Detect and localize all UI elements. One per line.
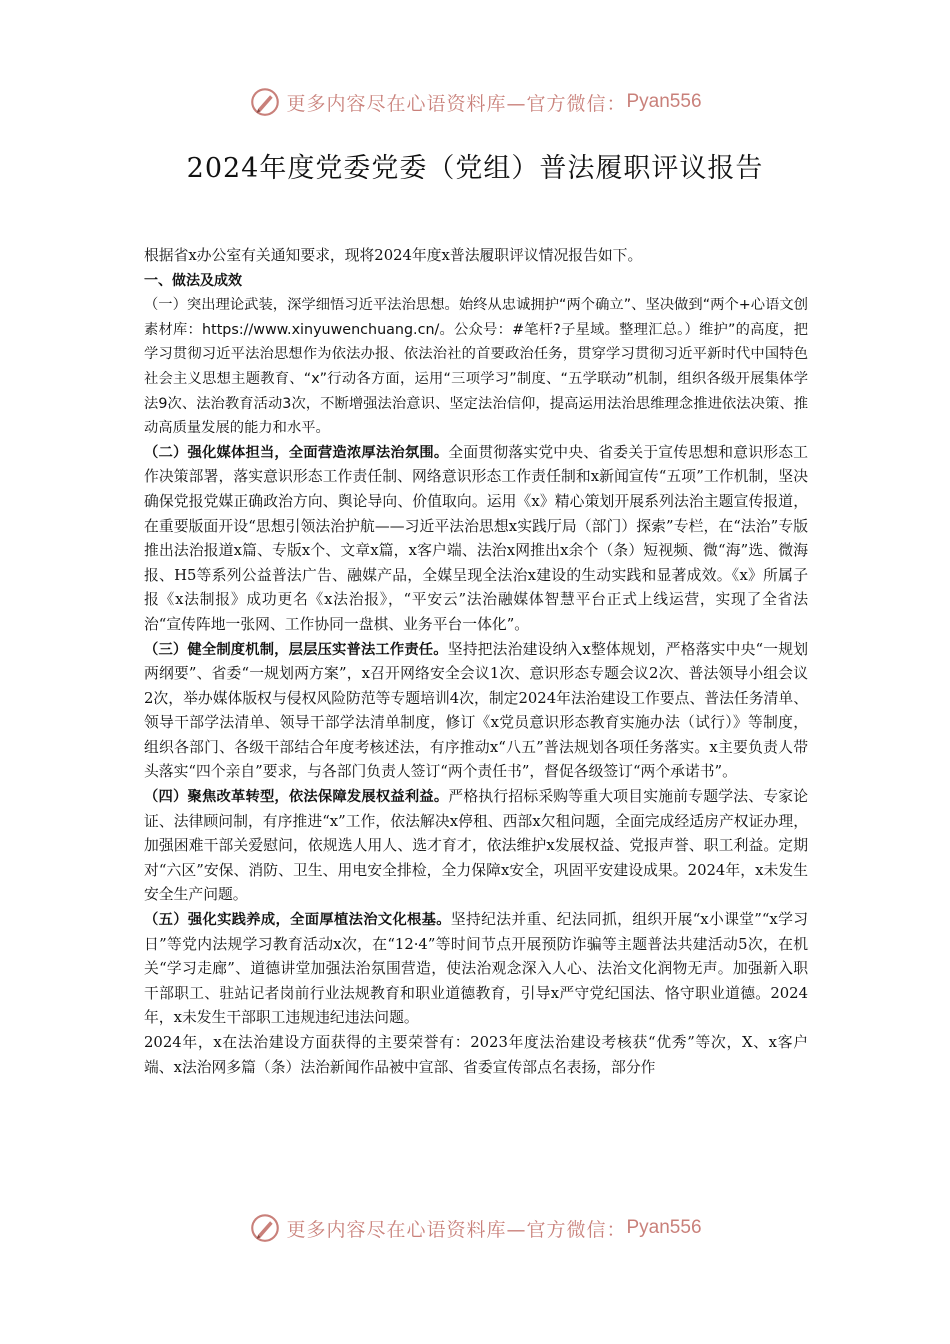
paragraph-5 bbox=[144, 908, 808, 1031]
paragraph-2-body: 全面贯彻落实党中央、省委关于宣传思想和意识形态工作决策部署，落实意识形态工作责任制、网络意识形态工作责任制和x新闻宣传“五项”工作机制，坚决确保党报党媒正确政治方向、舆论导向、价值取向。运用《x》精心策划开展系列法治主题宣传报道，在重要版面开设“思想引领法治护航——习近平法治思想x实践厅局（部门）探索”专栏，在“法治”专版推出法治报道x篇、专版x个、文章x篇，x客户端、法治x网推出x余个（条）短视频、微“海”选、微海报、H5等系列公益普法广告、融媒产品，全媒呈现全法治x建设的生动实践和显著成效。《x》所属子报《x法制报》成功更名《x法治报》，“平安云”法治融媒体智慧平台正式上线运营，实现了全省法治“宣传阵地一张网、工作协同一盘棋、业务平台一体化”。 bbox=[144, 443, 808, 633]
brand-logo-icon bbox=[248, 1211, 282, 1245]
document-title: 2024年度党委党委（党组）普法履职评议报告 bbox=[186, 153, 764, 184]
paragraph-6: 2024年，x在法治建设方面获得的主要荣誉有：2023年度法治建设考核获“优秀”等次，X、x客户端、x法治网多篇（条）法治新闻作品被中宣部、省委宣传部点名表扬，部分作 bbox=[144, 1034, 808, 1076]
paragraph-4-lead: （四）聚焦改革转型，依法保障发展权益利益。 bbox=[144, 789, 449, 806]
paragraph-3 bbox=[144, 638, 808, 786]
header-watermark-banner bbox=[0, 82, 950, 122]
paragraph-3-lead: （三）健全制度机制，层层压实普法工作责任。 bbox=[144, 641, 448, 658]
intro-paragraph: 根据省x办公室有关通知要求，现将2024年度x普法履职评议情况报告如下。 bbox=[144, 247, 643, 264]
banner-wechat-id: Pyan556 bbox=[626, 1217, 702, 1238]
banner-text: 更多内容尽在心语资料库—官方微信： bbox=[286, 92, 627, 115]
banner-text: 更多内容尽在心语资料库—官方微信： bbox=[286, 1218, 627, 1241]
paragraph-5-body: 坚持纪法并重、纪法同抓，组织开展“x小课堂”“x学习日”等党内法规学习教育活动x次，在“12·4”等时间节点开展预防诈骗等主题普法共建活动5次，在机关“学习走廊”、道德讲堂加强法治氛围营造，使法治观念深入人心、法治文化润物无声。加强新入职干部职工、驻站记者岗前行业法规教育和职业道德教育，引导x严守党纪国法、恪守职业道德。2024年，x未发生干部职工违规违纪违法问题。 bbox=[144, 911, 809, 1027]
paragraph-2-lead: （二）强化媒体担当，全面营造浓厚法治氛围。 bbox=[144, 444, 449, 461]
banner-wechat-id: Pyan556 bbox=[626, 91, 702, 112]
paragraph-5-lead: （五）强化实践养成，全面厚植法治文化根基。 bbox=[144, 912, 451, 929]
paragraph-2 bbox=[144, 441, 808, 638]
section-heading: 一、做法及成效 bbox=[144, 272, 242, 289]
paragraph-3-body: 坚持把法治建设纳入x整体规划，严格落实中央“一规划两纲要”、省委“一规划两方案”，x召开网络安全会议1次、意识形态专题会议2次、普法领导小组会议2次，举办媒体版权与侵权风险防范等专题培训4次，制定2024年法治建设工作要点、普法任务清单、领导干部学法清单、领导干部学法清单制度，修订《x党员意识形态教育实施办法（试行）》等制度，组织各部门、各级干部结合年度考核述法，有序推动x“八五”普法规划各项任务落实。x主要负责人带头落实“四个亲自”要求，与各部门负责人签订“两个责任书”，督促各级签订“两个承诺书”。 bbox=[144, 640, 808, 781]
document-body bbox=[144, 244, 808, 1080]
footer-watermark-banner bbox=[0, 1208, 950, 1248]
paragraph-4 bbox=[144, 785, 808, 908]
paragraph-4-body: 严格执行招标采购等重大项目实施前专题学法、专家论证、法律顾问制，有序推进“x”工作，依法解决x停租、西部x欠租问题，全面完成经适房产权证办理，加强困难干部关爱慰问，依规选人用人、选才育才，依法维护x发展权益、党报声誉、职工利益。定期对“六区”安保、消防、卫生、用电安全排检，全力保障x安全，巩固平安建设成果。2024年，x未发生安全生产问题。 bbox=[144, 788, 808, 904]
paragraph-1: （一）突出理论武装，深学细悟习近平法治思想。始终从忠诚拥护“两个确立”、坚决做到“两个+心语文创素材库：https://www.xinyuwenchuang.cn/。公众号：#笔杆?子星域。整理汇总。）维护”的高度，把学习贯彻习近平法治思想作为依法办报、依法治社的首要政治任务，贯穿学习贯彻习近平新时代中国特色社会主义思想主题教育、“x”行动各方面，运用“三项学习”制度、“五学联动”机制，组织各级开展集体学法9次、法治教育活动3次，不断增强法治意识、坚定法治信仰，提高运用法治思维理念推进依法决策、推动高质量发展的能力和水平。 bbox=[144, 297, 808, 437]
brand-logo-icon bbox=[248, 85, 282, 119]
